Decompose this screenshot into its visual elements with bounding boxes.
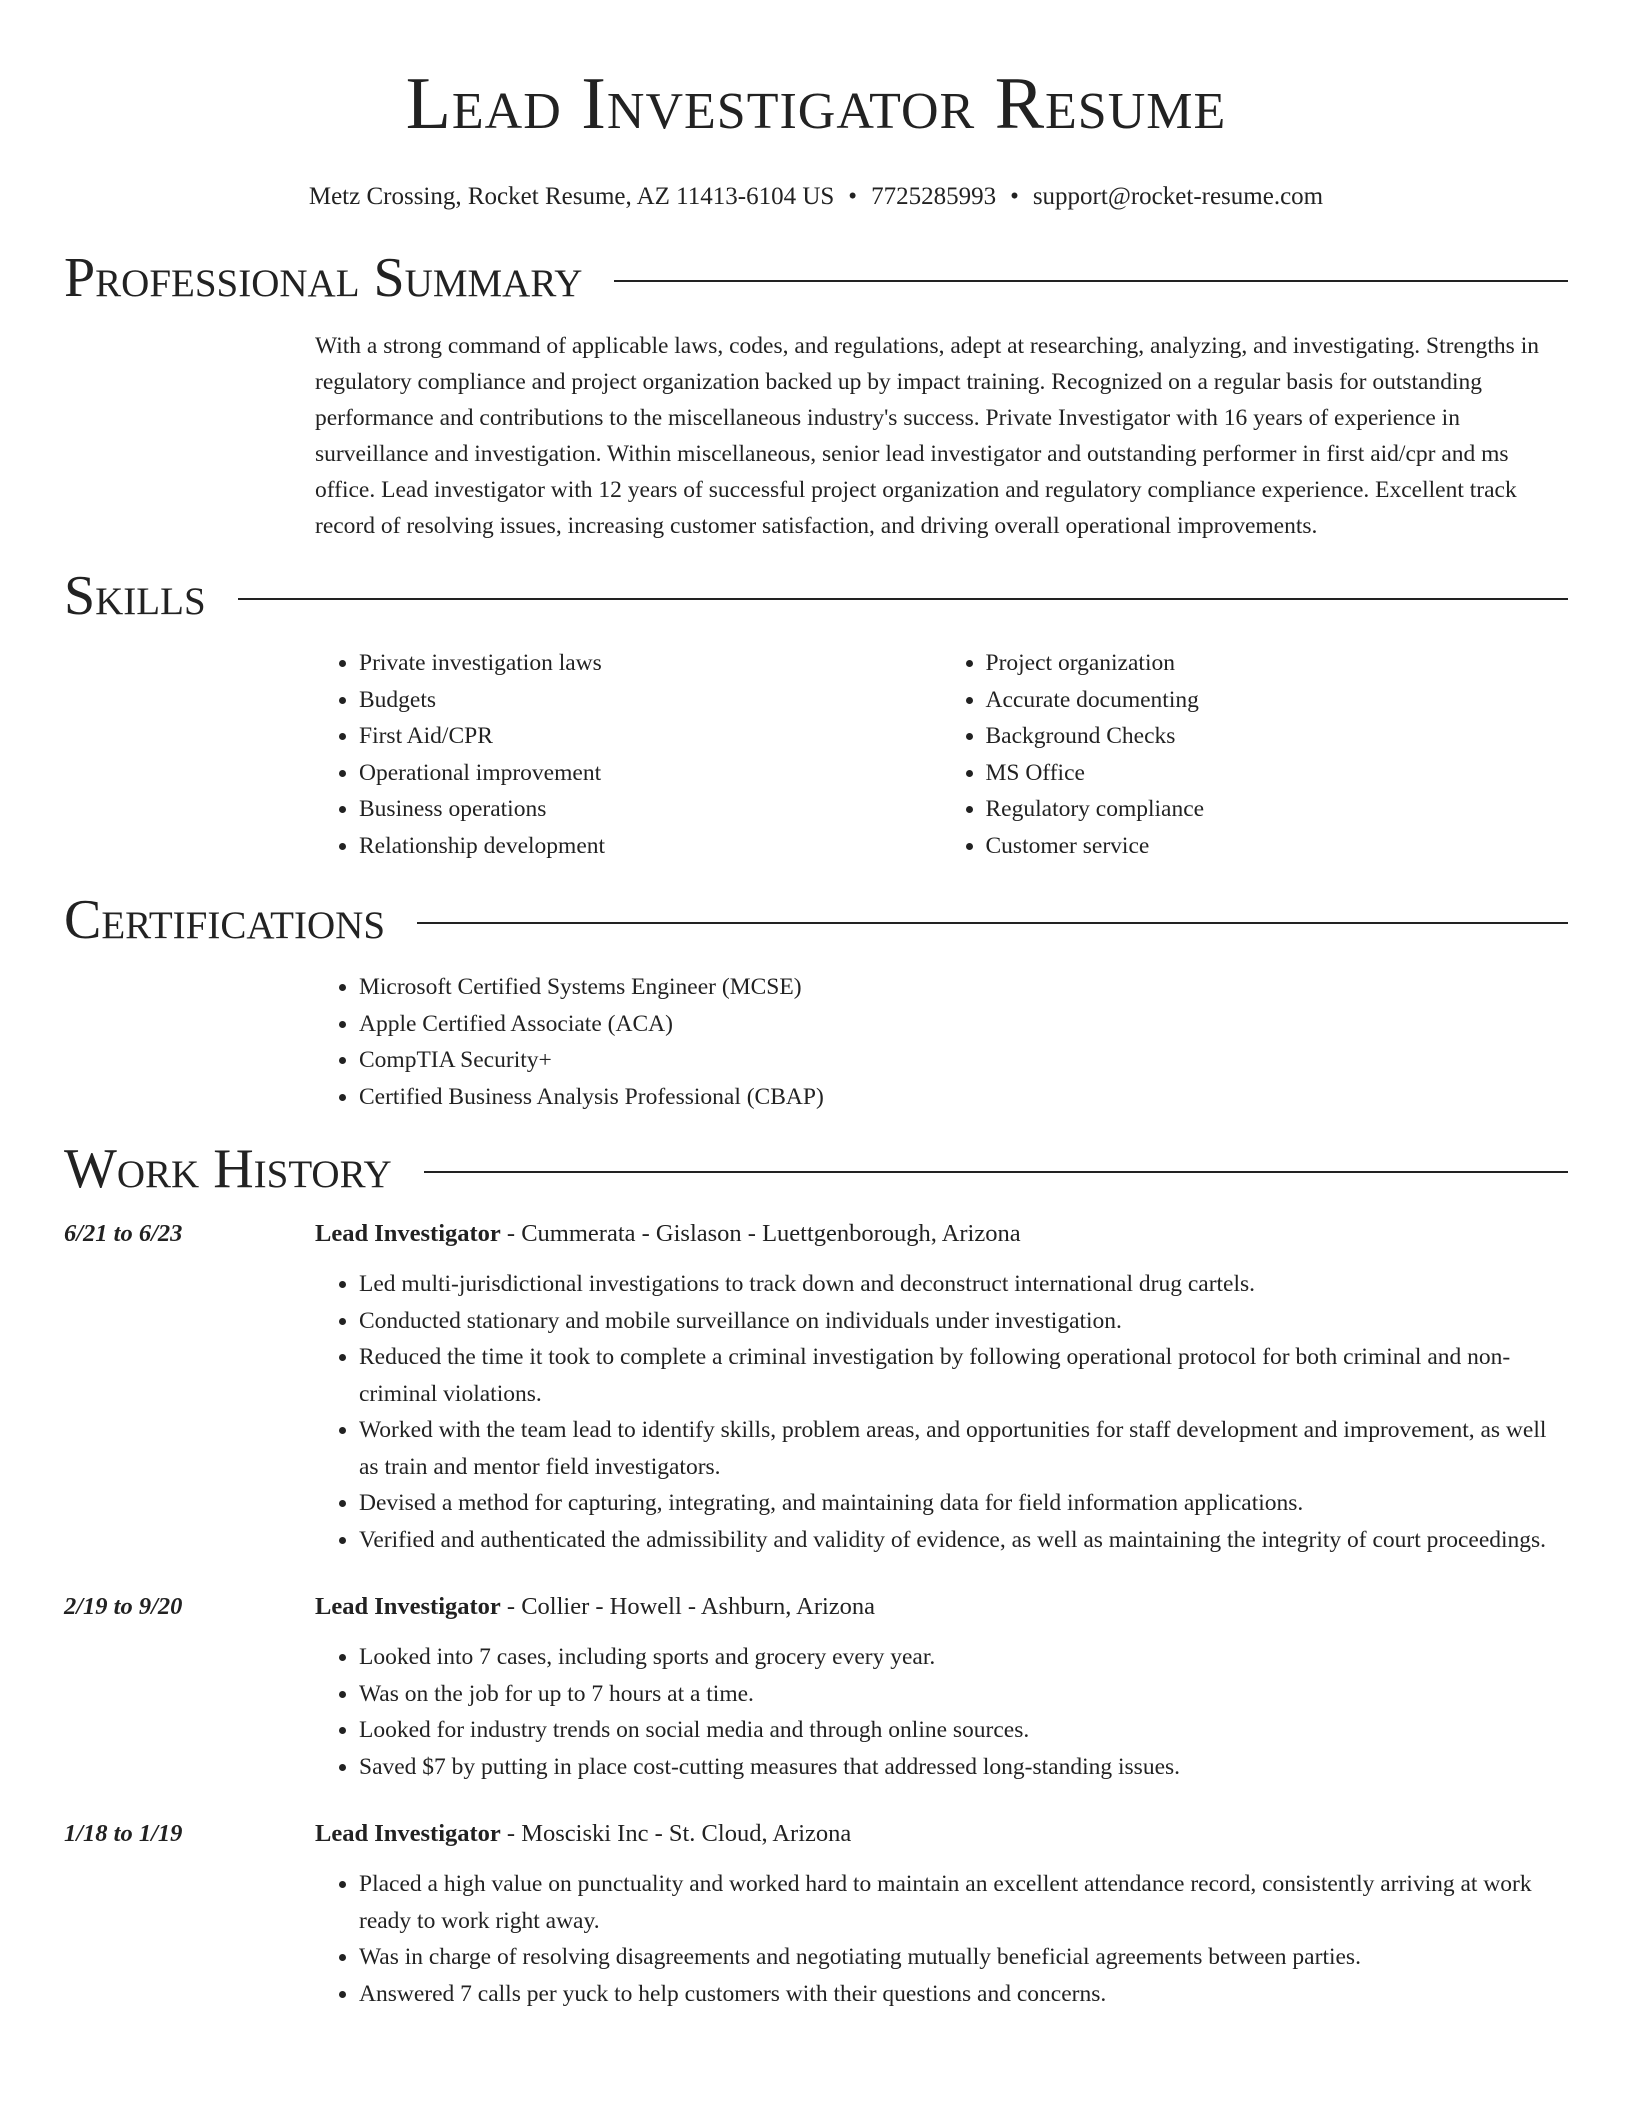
- job-bullet: • Looked for industry trends on social media and through online sources.: [359, 1712, 1568, 1749]
- contact-address: Metz Crossing, Rocket Resume, AZ 11413-6104 US: [308, 183, 835, 210]
- certification-item: • Microsoft Certified Systems Engineer (MCSE): [359, 969, 1568, 1006]
- job-bullet: • Placed a high value on punctuality and worked hard to maintain an excellent attendance record, consistently arriving at work ready to work right away.: [359, 1866, 1568, 1939]
- certification-item: • Apple Certified Associate (ACA): [359, 1006, 1568, 1043]
- contact-phone: 7725285993: [871, 183, 997, 210]
- job-bullet: • Looked into 7 cases, including sports and grocery every year.: [359, 1639, 1568, 1676]
- job-dates: 6/21 to 6/23: [64, 1220, 183, 1247]
- skill-item: • Project organization: [986, 645, 1569, 682]
- job-header: [64, 1592, 1568, 1622]
- contact-line: [64, 182, 1568, 212]
- skills-right-column: [942, 645, 1569, 864]
- job-heading: [315, 1219, 1021, 1249]
- job-entry: [64, 1219, 1568, 1558]
- job-title: Lead Investigator: [315, 1593, 501, 1620]
- summary-section-header: [64, 246, 1568, 310]
- job-bullet: • Was in charge of resolving disagreements and negotiating mutually beneficial agreements between parties.: [359, 1939, 1568, 1976]
- skill-item: • Relationship development: [359, 828, 942, 865]
- job-bullet: • Reduced the time it took to complete a criminal investigation by following operational protocol for both criminal and non-criminal violations.: [359, 1339, 1568, 1412]
- job-dates: 1/18 to 1/19: [64, 1820, 183, 1847]
- job-bullet-list: [315, 1266, 1568, 1558]
- job-bullet: • Led multi-jurisdictional investigations to track down and deconstruct international drug cartels.: [359, 1266, 1568, 1303]
- job-dates: 2/19 to 9/20: [64, 1593, 183, 1620]
- job-details: - Mosciski Inc - St. Cloud, Arizona: [500, 1820, 852, 1847]
- skill-item: • Background Checks: [986, 718, 1569, 755]
- job-entry: [64, 1592, 1568, 1785]
- job-header: [64, 1219, 1568, 1249]
- skill-item: • Private investigation laws: [359, 645, 942, 682]
- job-details: - Cummerata - Gislason - Luettgenborough, Arizona: [500, 1220, 1021, 1247]
- job-bullet-list: [315, 1866, 1568, 2012]
- skill-item: • Regulatory compliance: [986, 791, 1569, 828]
- job-bullet: • Conducted stationary and mobile surveillance on individuals under investigation.: [359, 1303, 1568, 1340]
- job-header: [64, 1819, 1568, 1849]
- section-divider: [417, 922, 1568, 924]
- work-history-section-header: [64, 1137, 1568, 1201]
- job-bullet: • Worked with the team lead to identify skills, problem areas, and opportunities for staff development and improvement, as well as train and mentor field investigators.: [359, 1412, 1568, 1485]
- skill-item: • Budgets: [359, 682, 942, 719]
- job-bullet: • Saved $7 by putting in place cost-cutting measures that addressed long-standing issues.: [359, 1749, 1568, 1786]
- skill-item: • Business operations: [359, 791, 942, 828]
- contact-separator: •: [848, 183, 858, 210]
- job-bullet: • Answered 7 calls per yuck to help customers with their questions and concerns.: [359, 1976, 1568, 2013]
- summary-text: With a strong command of applicable laws, codes, and regulations, adept at researching, analyzing, and investigating. Strengths in regulatory compliance and project organization backed up by impact training. Recognized on a regular basis for outstanding performance and contributions to the miscellaneous industry's success. Private Investigator with 16 years of experience in surveillance and investigation. Within miscellaneous, senior lead investigator and outstanding performer in first aid/cpr and ms office. Lead investigator with 12 years of successful project organization and regulatory compliance experience. Excellent track record of resolving issues, increasing customer satisfaction, and driving overall operational improvements.: [315, 333, 1539, 539]
- section-divider: [424, 1171, 1568, 1173]
- certifications-section-header: [64, 888, 1568, 952]
- skill-item: • First Aid/CPR: [359, 718, 942, 755]
- certifications-heading: Certifications: [64, 889, 386, 951]
- certification-item: • Certified Business Analysis Professional (CBAP): [359, 1079, 1568, 1116]
- job-heading: [315, 1592, 875, 1622]
- job-bullet-list: [315, 1639, 1568, 1785]
- skill-item: • MS Office: [986, 755, 1569, 792]
- job-title: Lead Investigator: [315, 1820, 501, 1847]
- skills-heading: Skills: [64, 565, 206, 627]
- job-title: Lead Investigator: [315, 1220, 501, 1247]
- job-entry: [64, 1819, 1568, 2012]
- certification-item: • CompTIA Security+: [359, 1042, 1568, 1079]
- section-divider: [614, 280, 1568, 282]
- job-heading: [315, 1819, 851, 1849]
- skill-item: • Accurate documenting: [986, 682, 1569, 719]
- skill-item: • Customer service: [986, 828, 1569, 865]
- skills-left-column: [315, 645, 942, 864]
- work-history-heading: Work History: [64, 1138, 392, 1200]
- skills-section-header: [64, 564, 1568, 628]
- job-details: - Collier - Howell - Ashburn, Arizona: [500, 1593, 876, 1620]
- job-bullet: • Was on the job for up to 7 hours at a time.: [359, 1676, 1568, 1713]
- certifications-list: [315, 969, 1568, 1115]
- contact-email: support@rocket-resume.com: [1032, 183, 1324, 210]
- skills-list: [315, 645, 1568, 864]
- summary-heading: Professional Summary: [64, 247, 583, 309]
- skill-item: • Operational improvement: [359, 755, 942, 792]
- section-divider: [238, 598, 1568, 600]
- resume-title: Lead Investigator Resume: [405, 63, 1227, 145]
- job-bullet: • Devised a method for capturing, integrating, and maintaining data for field information applications.: [359, 1485, 1568, 1522]
- job-bullet: • Verified and authenticated the admissibility and validity of evidence, as well as maintaining the integrity of court proceedings.: [359, 1522, 1568, 1559]
- contact-separator: •: [1010, 183, 1019, 210]
